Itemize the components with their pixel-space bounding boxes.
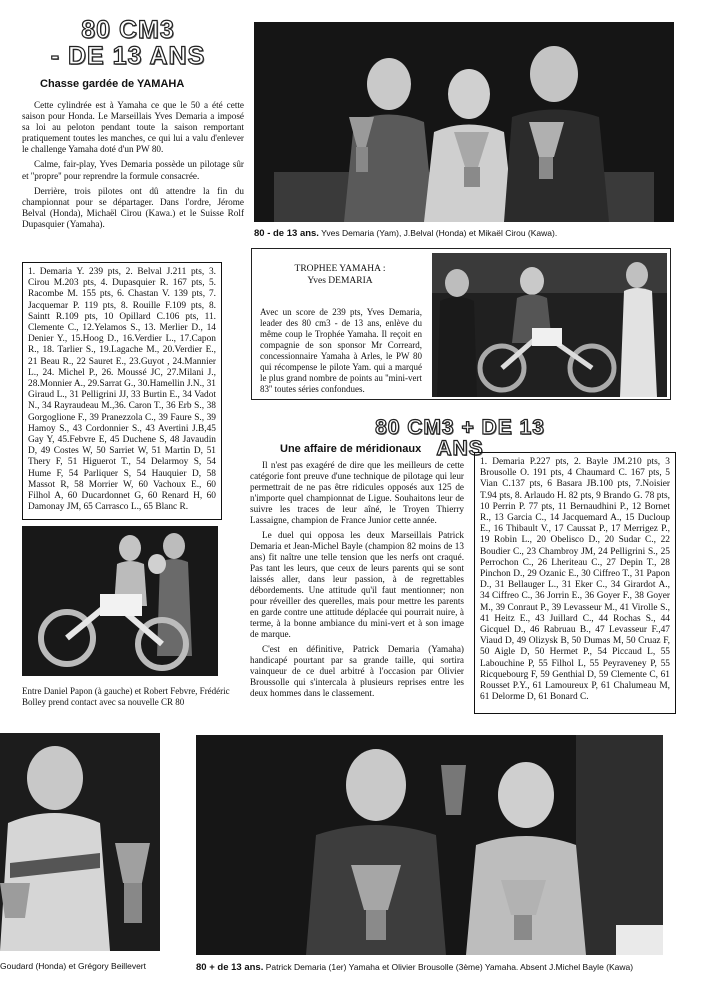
paragraph: Il n'est pas exagéré de dire que les meilleurs de cette catégorie font preuve d'une technique de pilotage qui leur permettrait de ne pas être ridicules opposés aux 125 de n'importe quel championnat de Ligue. Souhaitons leur de suivre les traces de leur aîné, le Troyen Thierry Lassaigne, champion de France Junior cette année. — [250, 460, 464, 526]
subtitle-chasse-gardee: Chasse gardée de YAMAHA — [40, 78, 185, 90]
title-line2: - DE 13 ANS — [50, 42, 206, 70]
subtitle-affaire-meridionaux: Une affaire de méridionaux — [280, 443, 422, 455]
photo-goudard-beillevert — [0, 733, 160, 951]
article-under13 — [22, 100, 244, 230]
paragraph: Calme, fair-play, Yves Demaria possède un pilotage sûr et ''propre'' pour reprendre la formule consacrée. — [22, 159, 244, 181]
trophee-title-line1: TROPHEE YAMAHA : — [294, 264, 386, 274]
caption-bold: 80 + de 13 ans. — [196, 962, 264, 973]
section-title-under13 — [22, 18, 234, 69]
caption-papon-photo: Entre Daniel Papon (à gauche) et Robert Febvre, Frédéric Bolley prend contact avec sa nouvelle CR 80 — [22, 686, 230, 707]
section-title-over13: 80 CM3 + DE 13 ANS — [375, 416, 545, 460]
paragraph: Derrière, trois pilotes ont dû attendre la fin du championnat pour se départager. Dans l'ordre, Jérome Belval (Honda), Michaël Cirou (Kawa.) et le Suisse Rolf Dupasquier (Yamaha). — [22, 185, 244, 229]
caption-bottom-left: Goudard (Honda) et Grégory Beillevert — [0, 961, 146, 971]
trophee-yamaha-box — [251, 248, 671, 400]
results-under13: 1. Demaria Y. 239 pts, 2. Belval J.211 pts, 3. Cirou M.203 pts, 4. Dupasquier R. 167 pts, 5. Racombe M. 155 pts, 6. Chastan V. 139 pts, 7. Jacquemar P. 119 pts, 8. Rouille F.109 pts, 8. Saintt R.109 pts, 10 Opillard C.106 pts, 11. Clemente C., 12.Yelamos S., 13. Merlier D., 14 Denier Y., 15.Hoog D., 16.Verdier L., 17.Capon R., 18. Tarlier S., 19.Lagache M., 20.Verdier E., 21 Beau R., 22 Sauret E., 23.Guyot , 24.Mannier L., 24. Michel P., 26. Moussé JC, 27.Milani J., 28.Monnier A., 29.Sarrat G., 30.Hamellin J.N., 31 Giraud L., 31 Pelligrini JJ, 33 Burtin E., 34 Vadot N., 34 Rayraudeau M.,36. Caron T., 36 Erb S., 38 Gorgoglione F., 39 Pranezzola C., 39 Faure S., 39 Hamoy S., 43 Cordonnier S., 43 Avertini J.B,45 Gay Y, 45.Febvre E, 45 Duchene S, 48 Javaudin D, 49 Costes W, 50 Sarriet W, 51 Martin D, 51 Thery F, 51 Higuerot T., 54 Delarmoy S, 54 Hume F, 54 Parliquer S, 54 Hauquier D, 58 Massot R, 58 Morrier W, 60 Vachoux E., 60 Filhol A, 60 Ducardonnet G, 60 Renard H, 60 Damonay JM, 65 Carrasco L., 65 Blanc R. — [22, 262, 222, 520]
caption-text: Patrick Demaria (1er) Yamaha et Olivier Brousolle (3ème) Yamaha. Absent J.Michel Bayle (Kawa) — [263, 962, 634, 972]
trophee-title-line2: Yves DEMARIA — [307, 276, 373, 286]
paragraph: Cette cylindrée est à Yamaha ce que le 50 a été cette saison pour Honda. Le Marseillais Yves Demaria a imposé sa loi au peloton pendant toute la saison remportant pratiquement toutes les manches, ce qui lui a valu d'enlever le challenge Yamaha doté d'un PW 80. — [22, 100, 244, 155]
caption-bold: 80 - de 13 ans. — [254, 228, 319, 239]
photo-trophee-yamaha — [432, 253, 667, 397]
results-over13: 1. Demaria P.227 pts, 2. Bayle JM.210 pts, 3 Brousolle O. 191 pts, 4 Chaumard C. 167 pts, 5 Vian C.137 pts, 6 Basara JB.100 pts, 7.Noisier T.94 pts, 8. Arlaudo H. 82 pts, 9 Brando G. 78 pts, 10 Perrin P. 77 pts, 11 Bernaudhini P., 12 Bornet R., 13 Garcia C., 14 Jacquemard A., 15 Ducloup E., 16 Thibault V., 17 Caussat P., 17 Merrigez P., 19 Robin L., 20 Obelisco D., 20 Sudar C., 22 Boudier C., 23 Chambroy JM, 24 Pelligrini S., 25 Perrochon C., 26 Lheriteau C., 27 Depin T., 28 Pinchon D., 29 Ozanic E., 30 Ciffreo T., 31 Papon D., 31 Bellauger L., 31 Eker C., 34 Girardot A., 34 Ciffreo C., 36 Jorrin E., 36 Goyer F., 38 Goyer M., 39 Conraut P., 39 Levasseur M., 41 Virolle S., 41 Heitz E., 43 Juillard C., 44 Rochas S., 44 Gicquel D., 46 Rabruau B., 47 Levasseur F.,47 Viaud D, 49 Olizysk B, 50 Dumas M, 50 Cruaz F, 50 Aigle D, 50 Hermet P., 54 Piccaud L, 55 Labouchine P, 55 Filhol L, 55 Peyraveney P, 55 Ricquebourg F, 59 Genthial D, 59 Clemente C, 61 Rousset P.Y., 61 Lamoureux P, 61 Chalumeau M, 61 Delorme D, 61 Bonard C. — [474, 452, 676, 714]
article-over13 — [250, 460, 464, 699]
caption-top-photo — [254, 228, 674, 240]
photo-bolley-cr80 — [22, 526, 218, 676]
caption-text: Yves Demaria (Yam), J.Belval (Honda) et Mikaël Cirou (Kawa). — [318, 228, 558, 238]
trophee-title — [260, 263, 420, 287]
photo-podium-over13 — [196, 735, 663, 955]
paragraph: Le duel qui opposa les deux Marseillais Patrick Demaria et Jean-Michel Bayle (champion 82 moins de 13 ans) fit naître une telle tension que les nerfs ont craqué. Pas tant les leurs, que ceux de leurs parents qui se sont laissés aller, dans leur passion, à de regrettables débordements. Une attitude qu'il faut mentionner; non pour réveiller des querelles, mais pour mettre les parents en garde contre une attitude déplacée qui pourrait nuire, à terme, à la bonne ambiance du mini-vert et à son image de marque. — [250, 529, 464, 640]
paragraph: C'est en définitive, Patrick Demaria (Yamaha) handicapé pourtant par sa grande taille, qui sortira vainqueur de ce duel arbitré à l'occasion par Olivier Broussolle qui s'intercala à plusieurs reprises entre les deux hommes dans le classement. — [250, 643, 464, 698]
trophee-text: Avec un score de 239 pts, Yves Demaria, leader des 80 cm3 - de 13 ans, enlève du même coup le Trophée Yamaha. Il reçoit en compagnie de son sponsor Mr Correard, concessionnaire Yamaha à Arles, le PW 80 qui récompense le pilote Yam. qui a marqué le plus grand nombre de points au ''mini-vert 83'' toutes séries confondues. — [260, 307, 422, 394]
title-line1: 80 CM3 — [81, 16, 175, 44]
caption-bottom-right — [196, 962, 672, 974]
photo-podium-under13 — [254, 22, 674, 222]
